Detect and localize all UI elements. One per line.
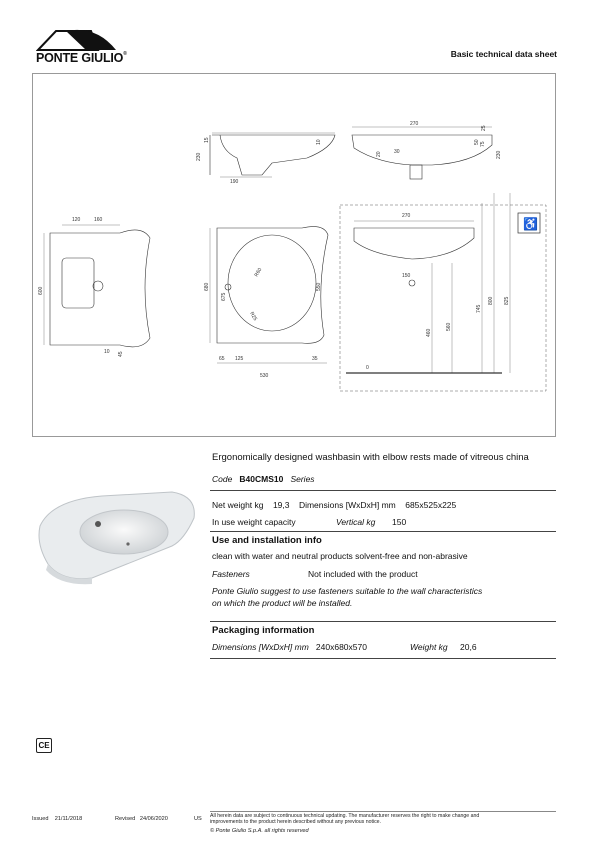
side-profile-view — [196, 133, 335, 185]
dim-label: 125 — [235, 356, 244, 362]
fasteners-row: Fasteners Not included with the product — [212, 569, 418, 579]
dim-label: 680 — [204, 282, 210, 291]
product-description: Ergonomically designed washbasin with elbow rests made of vitreous china — [212, 452, 529, 463]
dim-label: 75 — [480, 141, 486, 147]
footer-issued: Issued 21/11/2018 — [32, 816, 83, 822]
brand-logo-mark — [36, 27, 118, 51]
footer-revised: Revised 24/06/2020 — [115, 816, 168, 822]
dim-label: 10 — [316, 139, 322, 145]
installation-view — [340, 193, 546, 391]
divider — [210, 490, 556, 491]
dim-label: 230 — [196, 152, 202, 161]
dim-label: 800 — [488, 296, 494, 305]
fastener-suggestion-cont: on which the product will be installed. — [212, 598, 353, 608]
net-weight-row: Net weight kg 19,3 Dimensions [WxDxH] mm 685x525x225 — [212, 500, 457, 510]
fastener-suggestion: Ponte Giulio suggest to use fasteners suitable to the wall characteristics — [212, 586, 483, 596]
dim-label: 745 — [476, 304, 482, 313]
footer-copyright: © Ponte Giulio S.p.A. all rights reserved — [210, 828, 309, 834]
dim-label: 600 — [38, 286, 44, 295]
dim-label: 190 — [230, 179, 239, 185]
brand-logo: PONTE GIULIO® — [36, 51, 127, 65]
divider — [210, 658, 556, 659]
product-photo — [32, 478, 202, 588]
dim-label: R25 — [248, 311, 259, 322]
dim-label: 150 — [402, 273, 411, 279]
front-profile-view — [352, 121, 502, 179]
dim-label: 825 — [504, 296, 510, 305]
dim-label: 45 — [118, 351, 124, 357]
footer-region: US — [194, 816, 202, 822]
footer-notice: All herein data are subject to continuous technical updating. The manufacturer reserves the right to make change and — [210, 813, 480, 819]
use-info-title: Use and installation info — [212, 535, 322, 546]
packaging-row: Dimensions [WxDxH] mm 240x680x570 Weight kg 20,6 — [212, 642, 477, 652]
technical-drawing — [32, 73, 556, 437]
dim-label: 230 — [496, 150, 502, 159]
divider — [210, 531, 556, 532]
dim-label: 25 — [481, 125, 487, 131]
packaging-title: Packaging information — [212, 625, 315, 636]
dim-label: 460 — [426, 328, 432, 337]
dim-label: 270 — [402, 213, 411, 219]
code-row: Code B40CMS10 Series — [212, 474, 315, 484]
dim-label: 530 — [260, 373, 269, 379]
footer-divider — [210, 811, 556, 812]
dim-label: 550 — [316, 282, 322, 291]
dim-label: 65 — [219, 356, 225, 362]
dim-label: 35 — [312, 356, 318, 362]
dim-label: 10 — [104, 349, 110, 355]
top-plan-view — [204, 227, 328, 379]
dim-label: 30 — [394, 149, 400, 155]
ce-mark: CE — [36, 738, 52, 753]
dim-label: 120 — [72, 217, 81, 223]
dim-label: R60 — [253, 267, 264, 278]
dim-label: 675 — [221, 292, 227, 301]
dim-label: 15 — [204, 137, 210, 143]
footer-notice-cont: improvements to the product herein described without any previous notice. — [210, 819, 381, 825]
divider — [210, 621, 556, 622]
dim-label: 20 — [376, 151, 382, 157]
dim-label: 0 — [366, 365, 369, 371]
weight-capacity-row: In use weight capacity Vertical kg 150 — [212, 517, 407, 527]
side-plan-view — [38, 217, 150, 357]
dim-label: 50 — [474, 139, 480, 145]
page-title: Basic technical data sheet — [450, 49, 557, 59]
cleaning-info: clean with water and neutral products solvent-free and non-abrasive — [212, 551, 468, 561]
accessibility-icon: ♿ — [523, 217, 538, 231]
dim-label: 560 — [446, 322, 452, 331]
dim-label: 160 — [94, 217, 103, 223]
product-code: B40CMS10 — [239, 474, 284, 484]
dim-label: 270 — [410, 121, 419, 127]
